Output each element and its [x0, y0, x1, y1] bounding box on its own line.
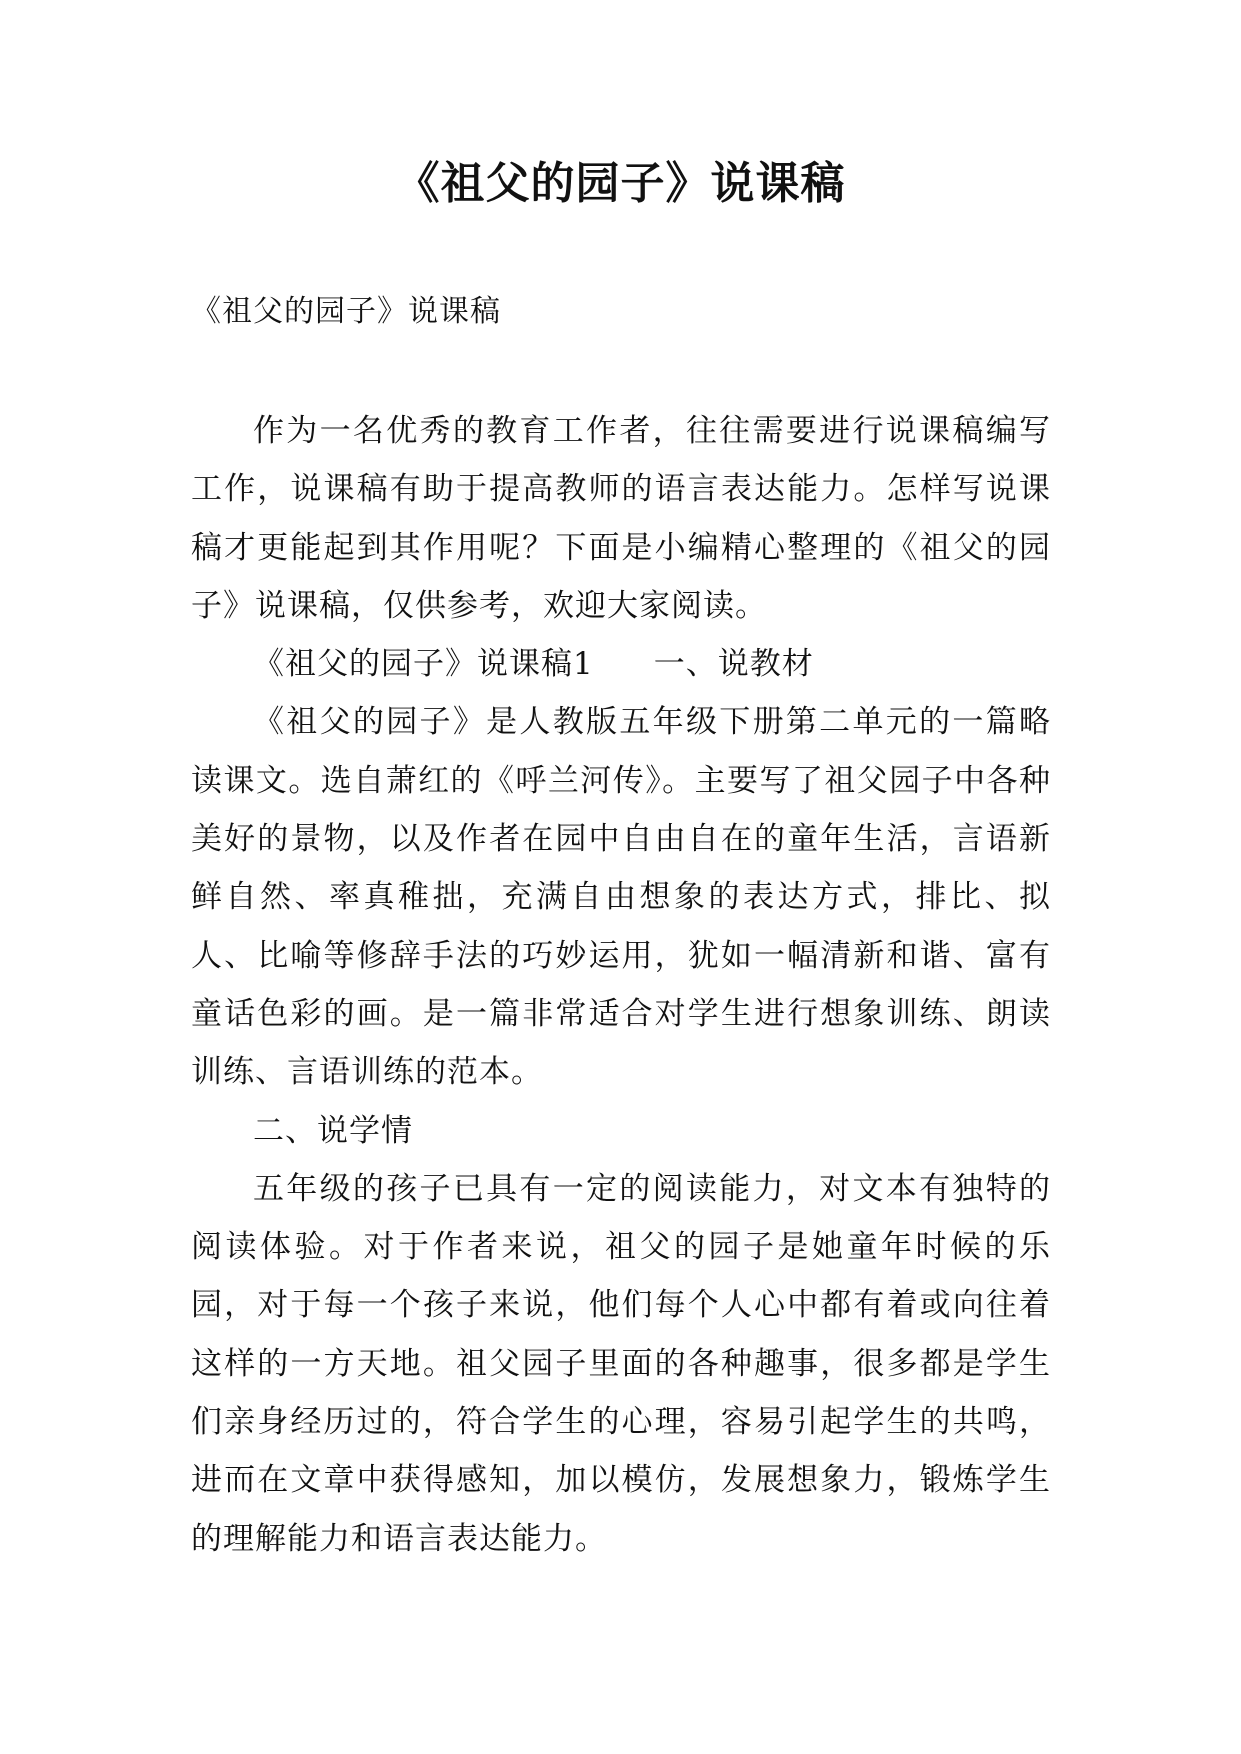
document-title: 《祖父的园子》说课稿: [395, 158, 846, 209]
students-paragraph: 五年级的孩子已具有一定的阅读能力，对文本有独特的阅读体验。对于作者来说，祖父的园子是她童年时候的乐园，对于每一个孩子来说，他们每个人心中都有着或向往着这样的一方天地。祖父园子里面的各种趣事，很多都是学生们亲身经历过的，符合学生的心理，容易引起学生的共鸣，进而在文章中获得感知，加以模仿，发展想象力，锻炼学生的理解能力和语言表达能力。: [191, 1170, 1051, 1557]
intro-paragraph: 作为一名优秀的教育工作者，往往需要进行说课稿编写工作，说课稿有助于提高教师的语言表达能力。怎样写说课稿才更能起到其作用呢？下面是小编精心整理的《祖父的园子》说课稿，仅供参考，欢迎大家阅读。: [191, 413, 1051, 624]
section-1-label: 《祖父的园子》说课稿1: [253, 646, 594, 683]
document-body: [191, 402, 1051, 1568]
section-1-line: [191, 635, 1051, 693]
section-2-heading: 二、说学情: [253, 1112, 413, 1149]
textbook-paragraph: 《祖父的园子》是人教版五年级下册第二单元的一篇略读课文。选自萧红的《呼兰河传》。主要写了祖父园子中各种美好的景物，以及作者在园中自由自在的童年生活，言语新鲜自然、率真稚拙，充满自由想象的表达方式，排比、拟人、比喻等修辞手法的巧妙运用，犹如一幅清新和谐、富有童话色彩的画。是一篇非常适合对学生进行想象训练、朗读训练、言语训练的范本。: [191, 704, 1051, 1091]
section-1-heading: 一、说教材: [653, 646, 814, 683]
document-subtitle: 《祖父的园子》说课稿: [191, 294, 501, 329]
